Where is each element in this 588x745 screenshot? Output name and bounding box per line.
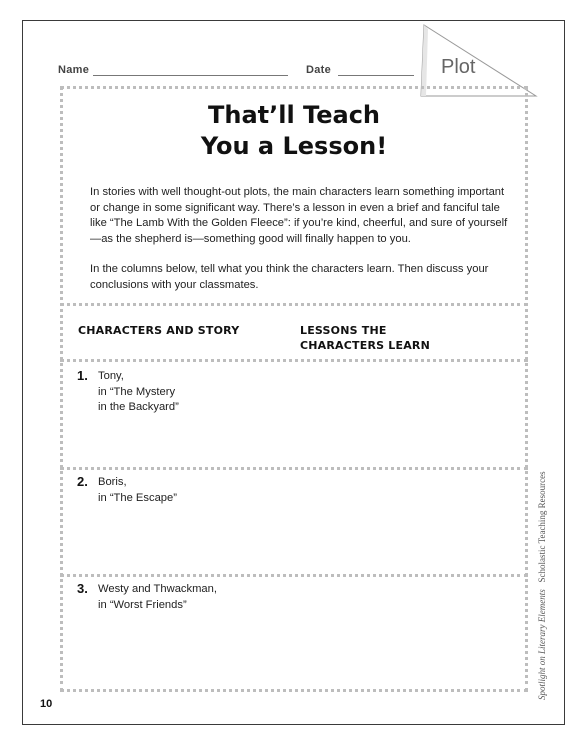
plot-tab-label: Plot: [441, 56, 476, 78]
item-2-line1: Boris,: [98, 476, 127, 488]
date-field[interactable]: [338, 75, 414, 76]
page-number: 10: [40, 698, 53, 710]
name-label: Name: [58, 64, 90, 76]
item-3-line2: in “Worst Friends”: [98, 599, 187, 611]
item-1-line1: Tony,: [98, 370, 124, 382]
item-1-line2: in “The Mystery: [98, 386, 176, 398]
credit-title: Spotlight on Literary Elements: [537, 589, 547, 700]
lesson-answer-3[interactable]: [290, 577, 520, 687]
column-header-lessons-1: LESSONS THE: [300, 324, 387, 337]
page-title-line2: You a Lesson!: [200, 132, 388, 160]
lesson-answer-2[interactable]: [290, 470, 520, 572]
lesson-answer-1[interactable]: [290, 362, 520, 464]
column-header-lessons-2: CHARACTERS LEARN: [300, 339, 431, 352]
item-number-3: 3.: [77, 581, 88, 596]
item-2-line2: in “The Escape”: [98, 492, 177, 504]
page-title-line1: That’ll Teach: [207, 101, 381, 129]
intro-paragraph-2: In the columns below, tell what you think the characters learn. Then discuss your conclusions with your classmates.: [90, 263, 489, 291]
column-header-characters: CHARACTERS AND STORY: [78, 324, 240, 337]
name-field[interactable]: [93, 75, 288, 76]
date-label: Date: [306, 64, 332, 76]
intro-paragraph-1: In stories with well thought-out plots, the main characters learn something important or change in some significant way. There’s a lesson in even a brief and fanciful tale like “The Lamb With the Golden Fleece”: if you’re kind, cheerful, and sure of yourself—as the shepherd is—something good will finally happen to you.: [90, 186, 508, 245]
item-1-line3: in the Backyard”: [98, 401, 179, 413]
item-number-2: 2.: [77, 474, 88, 489]
item-number-1: 1.: [77, 368, 88, 383]
item-3-line1: Westy and Thwackman,: [98, 583, 217, 595]
section-divider: [60, 303, 528, 306]
credit-publisher: Scholastic Teaching Resources: [537, 471, 547, 583]
publisher-credit: [537, 471, 547, 700]
